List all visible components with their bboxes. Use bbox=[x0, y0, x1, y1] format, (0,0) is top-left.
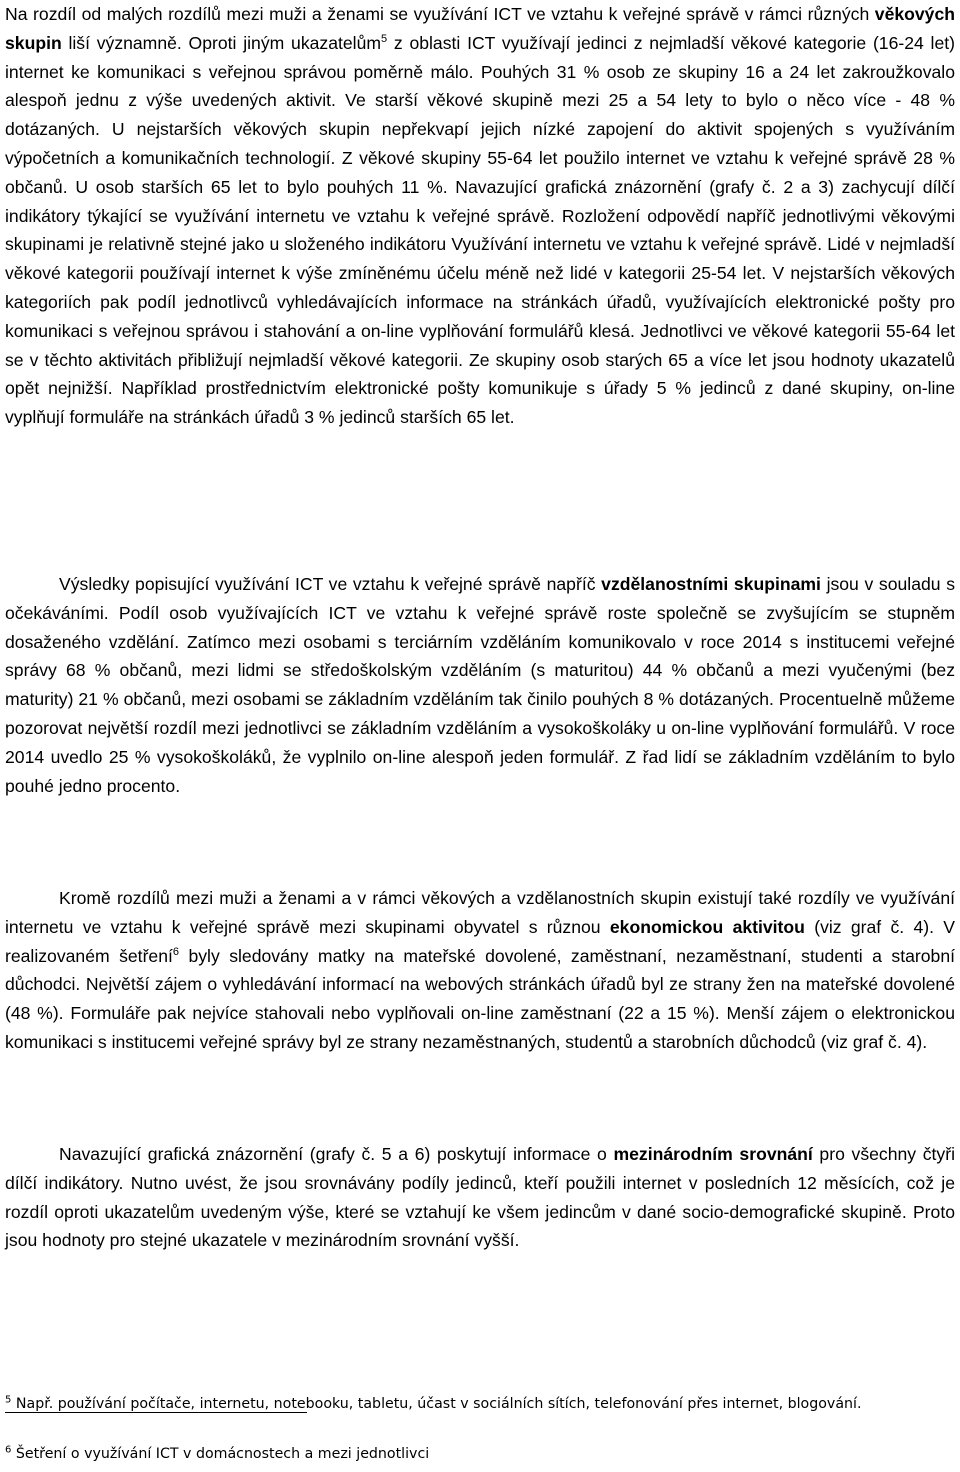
text-run: Kromě rozdílů mezi muži a ženami a v rámci věkových a vzdělanostních skupin existují také rozdíly ve využívání internetu ve vztahu k veřejné správě mezi skupinami obyvatel s různou bbox=[5, 888, 955, 937]
text-run: Navazující grafická znázornění (grafy č. 5 a 6) poskytují informace o bbox=[59, 1144, 614, 1164]
footnote-number: 5 bbox=[5, 1394, 12, 1406]
footnote-number: 6 bbox=[5, 1444, 12, 1456]
footnote-6 bbox=[5, 1443, 955, 1465]
footnote-text: Např. používání počítače, internetu, notebooku, tabletu, účast v sociálních sítích, telefonování přes internet, blogování. bbox=[11, 1396, 862, 1412]
text-run: pro všechny čtyři dílčí indikátory. Nutno uvést, že jsou srovnávány podíly jedinců, kteří použili internet v posledních 12 měsících, což je rozdíl oproti ukazatelům uvedeným výše, které se vztahují ke všem jedincům v dané socio-demografické skupině. Proto jsou hodnoty pro stejné ukazatele v mezinárodním srovnání vyšší. bbox=[5, 1144, 955, 1251]
paragraph-education-groups bbox=[5, 570, 955, 800]
emphasis-age-groups: věkových skupin bbox=[5, 4, 955, 53]
paragraph-age-groups bbox=[5, 0, 955, 432]
text-run: z oblasti ICT využívají jedinci z nejmladší věkové kategorie (16-24 let) internet ke komunikaci s veřejnou správou poměrně málo. Pouhých 31 % osob ze skupiny 16 a 24 let zakroužkovalo alespoň jednu z výše uvedených aktivit. Ve starší věkové skupině mezi 25 a 54 lety to bylo o něco více - 48 % dotázaných. U nejstarších věkových skupin nepřekvapí jejich nízké zapojení do aktivit spojených s využíváním výpočetních a komunikačních technologií. Z věkové skupiny 55-64 let použilo internet ve vztahu k veřejné správě 28 % občanů. U osob starších 65 let to bylo pouhých 11 %. Navazující grafická znázornění (grafy č. 2 a 3) zachycují dílčí indikátory týkající se využívání internetu ve vztahu k veřejné správě. Rozložení odpovědí napříč jednotlivými věkovými skupinami je relativně stejné jako u složeného indikátoru Využívání internetu ve vztahu k veřejné správě. Lidé v nejmladší věkové kategorii používají internet k výše zmíněnému účelu méně než lidé v kategorii 25-54 let. V nejstarších věkových kategoriích pak podíl jednotlivců vyhledávajících informace na stránkách úřadů, využívajících elektronické pošty pro komunikaci s veřejnou správou i stahování a on-line vyplňování formulářů klesá. Jednotlivci ve věkové kategorii 55-64 let se v těchto aktivitách přibližují nejmladší věkové kategorii. Ze skupiny osob starých 65 a více let jsou hodnoty ukazatelů opět nejnižší. Například prostřednictvím elektronické pošty komunikuje s úřady 5 % jedinců z dané skupiny, on-line vyplňují formuláře na stránkách úřadů 3 % jedinců starších 65 let. bbox=[5, 32, 956, 428]
text-run: liší významně. Oproti jiným ukazatelům bbox=[61, 32, 382, 53]
footnote-ref-5[interactable]: 5 bbox=[381, 32, 388, 45]
text-run: jsou v souladu s očekáváními. Podíl osob využívajících ICT ve vztahu k veřejné správě roste společně se zvyšujícím se stupněm dosaženého vzdělání. Zatímco mezi osobami s terciárním vzděláním komunikovalo v roce 2014 s institucemi veřejné správy 68 % občanů, mezi lidmi se středoškolským vzděláním (s maturitou) 44 % občanů a mezi vyučenými (bez maturity) 21 % občanů, mezi osobami se základním vzděláním tak činilo pouhých 8 % dotázaných. Procentuelně můžeme pozorovat největší rozdíl mezi jednotlivci se základním vzděláním a vysokoškoláky u on-line vyplňování formulářů. V roce 2014 uvedlo 25 % vysokoškoláků, že vyplnilo on-line alespoň jeden formulář. Z řad lidí se základním vzděláním to bylo pouhé jedno procento. bbox=[5, 574, 956, 796]
emphasis-international-comparison: mezinárodním srovnání bbox=[613, 1144, 813, 1164]
emphasis-economic-activity: ekonomickou aktivitou bbox=[609, 916, 805, 937]
text-run: Výsledky popisující využívání ICT ve vztahu k veřejné správě napříč bbox=[59, 574, 602, 594]
text-run: byly sledovány matky na mateřské dovolené, zaměstnaní, nezaměstnaní, studenti a starobní důchodci. Největší zájem o vyhledávání informací na webových stránkách úřadů byl ze strany žen na mateřské dovolené (48 %). Formuláře pak nejvíce stahovali nebo vyplňovali on-line zaměstnaní (22 a 15 %). Menší zájem o elektronickou komunikaci s institucemi veřejné správy byl ze strany nezaměstnaných, studentů a starobních důchodců (viz graf č. 4). bbox=[5, 945, 955, 1052]
footnote-5 bbox=[5, 1393, 955, 1415]
paragraph-economic-activity bbox=[5, 884, 955, 1057]
footnote-ref-6[interactable]: 6 bbox=[172, 945, 180, 958]
paragraph-international-comparison bbox=[5, 1140, 955, 1255]
footnote-text: Šetření o využívání ICT v domácnostech a mezi jednotlivci bbox=[11, 1446, 430, 1462]
text-run: Na rozdíl od malých rozdílů mezi muži a ženami se využívání ICT ve vztahu k veřejné správě v rámci různých bbox=[5, 4, 875, 24]
emphasis-education-groups: vzdělanostními skupinami bbox=[601, 574, 821, 594]
text-run: (viz graf č. 4). V realizovaném šetření bbox=[5, 916, 956, 966]
